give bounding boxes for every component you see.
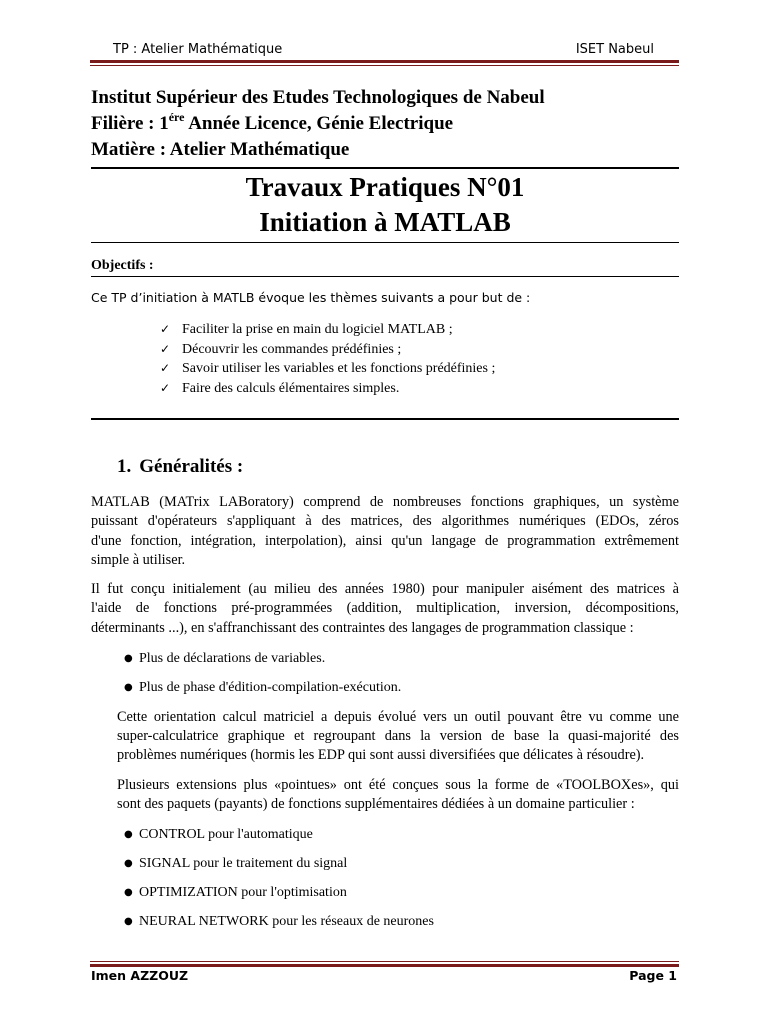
paragraph-line: super-calculatrice graphique et regroupant dans la version de base la quasi-majorité des xyxy=(117,728,679,745)
running-header-left: TP : Atelier Mathématique xyxy=(113,42,283,57)
running-header-right: ISET Nabeul xyxy=(575,42,654,57)
footer-rule-thick xyxy=(90,964,679,967)
subject-line: Matière : Atelier Mathématique xyxy=(91,139,350,160)
section-title: Généralités : xyxy=(139,456,244,477)
paragraph-2 xyxy=(91,580,679,619)
objective-text: Faire des calculs élémentaires simples. xyxy=(182,380,400,396)
section-1-heading xyxy=(117,455,243,479)
program-prefix: Filière : 1 xyxy=(91,113,169,134)
paragraph-line: d'une fonction, intégration, interpolation), ainsi qu'un langage de programmation extrêmement xyxy=(91,532,679,549)
paragraph-1 xyxy=(91,493,679,551)
objectives-list xyxy=(160,320,495,398)
section-number: 1. xyxy=(117,456,132,477)
bullet-item xyxy=(124,913,434,931)
objective-item xyxy=(160,320,495,340)
objective-item xyxy=(160,359,495,379)
bullet-text: NEURAL NETWORK pour les réseaux de neurones xyxy=(139,914,434,929)
paragraph-4 xyxy=(117,776,679,795)
paragraph-3 xyxy=(117,708,679,747)
bullet-item xyxy=(124,650,325,668)
paragraph-line: puissant d'opérateurs s'appliquant à des matrices, des algorithmes numériques (EDOs, zéros xyxy=(91,513,679,530)
program-line xyxy=(91,111,453,136)
footer-author: Imen AZZOUZ xyxy=(91,968,189,983)
title-rule-top xyxy=(91,167,679,169)
section-divider xyxy=(91,418,679,420)
paragraph-4-last-line: sont des paquets (payants) de fonctions supplémentaires dédiées à un domaine particulier : xyxy=(117,796,635,812)
objective-item xyxy=(160,379,495,399)
paragraph-2-last-line: déterminants ...), en s'affranchissant des contraintes des langages de programmation classique : xyxy=(91,620,634,636)
bullet-item xyxy=(124,679,401,697)
bullet-text: Plus de déclarations de variables. xyxy=(139,651,326,666)
program-suffix: Année Licence, Génie Electrique xyxy=(184,113,454,134)
institution-name: Institut Supérieur des Etudes Technologiques de Nabeul xyxy=(91,87,545,108)
tp-title: Travaux Pratiques N°01 xyxy=(245,172,525,202)
bullet-icon: ● xyxy=(124,653,133,664)
bullet-text: OPTIMIZATION pour l'optimisation xyxy=(139,885,347,900)
objective-text: Découvrir les commandes prédéfinies ; xyxy=(182,341,402,357)
bullet-icon: ● xyxy=(124,829,133,840)
footer-rule-thin xyxy=(90,961,679,962)
bullet-text: Plus de phase d'édition-compilation-exécution. xyxy=(139,680,402,695)
paragraph-line: MATLAB (MATrix LABoratory) comprend de nombreuses fonctions graphiques, un système xyxy=(91,494,679,510)
bullet-text: SIGNAL pour le traitement du signal xyxy=(139,856,348,871)
paragraph-line: Cette orientation calcul matriciel a depuis évolué vers un outil pouvant être vu comme une xyxy=(117,709,679,725)
tp-subtitle: Initiation à MATLAB xyxy=(259,207,511,237)
bullet-item xyxy=(124,855,347,873)
paragraph-line: Plusieurs extensions plus «pointues» ont été conçues sous la forme de «TOOLBOXes», qui xyxy=(117,777,679,793)
paragraph-3-last-line: problèmes numériques (hormis les EDP qui sont aussi diversifiées que délicates à résoudre). xyxy=(117,747,645,763)
header-rule-thin xyxy=(90,65,679,66)
program-superscript: ére xyxy=(168,110,185,124)
objective-text: Faciliter la prise en main du logiciel MATLAB ; xyxy=(182,322,453,337)
objectives-label: Objectifs : xyxy=(91,258,154,273)
check-icon: ✓ xyxy=(160,341,171,356)
check-icon: ✓ xyxy=(160,380,171,395)
bullet-item xyxy=(124,884,347,902)
title-rule-bottom xyxy=(91,242,679,243)
check-icon: ✓ xyxy=(160,322,171,336)
bullet-item xyxy=(124,826,313,844)
objective-item xyxy=(160,340,495,360)
objective-text: Savoir utiliser les variables et les fonctions prédéfinies ; xyxy=(182,361,496,376)
bullet-icon: ● xyxy=(124,682,133,693)
paragraph-1-last-line: simple à utiliser. xyxy=(91,552,186,568)
objectives-rule xyxy=(91,276,679,277)
header-rule-thick xyxy=(90,60,679,63)
objectives-intro: Ce TP d’initiation à MATLB évoque les thèmes suivants a pour but de : xyxy=(91,290,531,305)
check-icon: ✓ xyxy=(160,361,171,375)
paragraph-line: l'aide de fonctions pré-programmées (addition, multiplication, inversion, décompositions, xyxy=(91,600,679,617)
page-number: Page 1 xyxy=(629,968,677,983)
bullet-text: CONTROL pour l'automatique xyxy=(139,827,313,842)
bullet-icon: ● xyxy=(124,887,133,898)
paragraph-line: Il fut conçu initialement (au milieu des années 1980) pour manipuler aisément des matrices à xyxy=(91,581,679,597)
bullet-icon: ● xyxy=(124,916,133,927)
bullet-icon: ● xyxy=(124,858,133,869)
